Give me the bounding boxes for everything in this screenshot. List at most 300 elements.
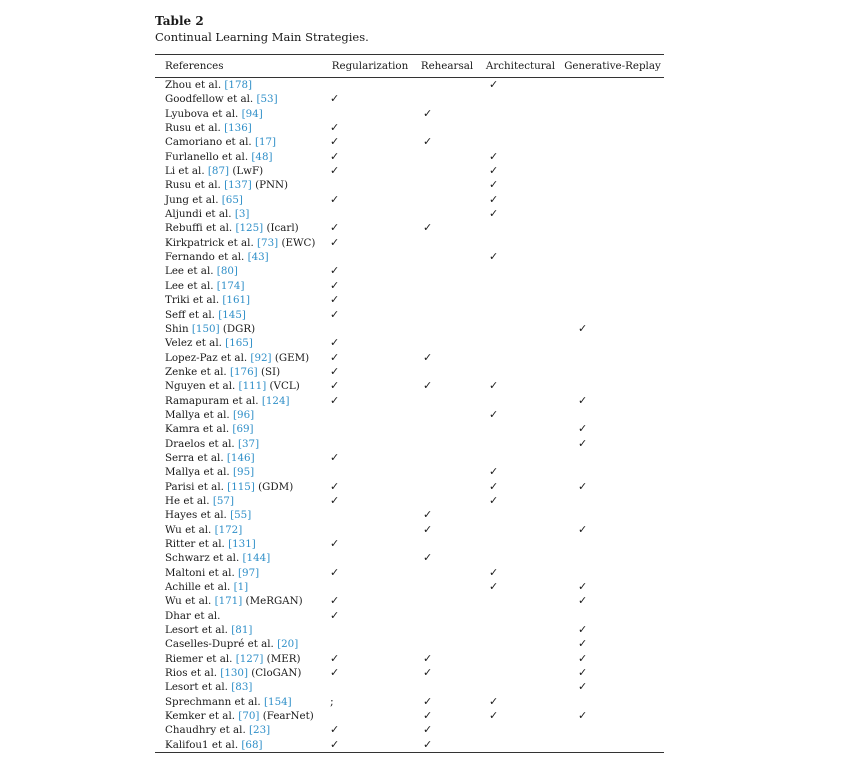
table-row <box>155 422 664 436</box>
cell-generative-replay <box>561 394 664 408</box>
cell-generative-replay <box>561 666 664 680</box>
table-caption: Continual Learning Main Strategies. <box>155 30 369 44</box>
cell-regularization <box>326 207 414 221</box>
checkmark-icon: ✓ <box>330 278 340 292</box>
citation-link[interactable]: [92] <box>250 351 272 364</box>
cell-regularization <box>326 164 414 178</box>
citation-link[interactable]: [150] <box>191 322 220 335</box>
citation-link[interactable]: [80] <box>216 265 238 278</box>
reference-author: Nguyen et al. <box>165 380 236 393</box>
cell-architectural <box>480 580 561 594</box>
citation-link[interactable]: [3] <box>234 208 250 221</box>
table-row <box>155 609 664 623</box>
citation-link[interactable]: [73] <box>257 236 279 249</box>
cell-reference <box>155 279 326 293</box>
cell-generative-replay <box>561 680 664 694</box>
cell-reference <box>155 652 326 666</box>
checkmark-icon: ✓ <box>578 594 588 608</box>
cell-architectural <box>480 308 561 322</box>
checkmark-icon: ✓ <box>330 149 340 163</box>
cell-reference <box>155 723 326 737</box>
cell-rehearsal <box>414 236 480 250</box>
cell-architectural <box>480 537 561 551</box>
table-row <box>155 164 664 178</box>
cell-architectural <box>480 336 561 350</box>
reference-author: Wu et al. <box>165 523 212 536</box>
citation-link[interactable]: [96] <box>233 408 255 421</box>
table-row <box>155 551 664 565</box>
cell-reference <box>155 236 326 250</box>
cell-rehearsal <box>414 623 480 637</box>
reference-author: Dhar et al. <box>165 609 221 622</box>
cell-regularization <box>326 594 414 608</box>
cell-generative-replay <box>561 336 664 350</box>
cell-rehearsal <box>414 394 480 408</box>
checkmark-icon: ✓ <box>423 737 433 751</box>
cell-generative-replay <box>561 594 664 608</box>
cell-regularization <box>326 78 414 93</box>
table-row <box>155 680 664 694</box>
cell-architectural <box>480 193 561 207</box>
checkmark-icon: ✓ <box>578 393 588 407</box>
cell-rehearsal <box>414 336 480 350</box>
cell-generative-replay <box>561 537 664 551</box>
checkmark-icon: ; <box>330 694 334 708</box>
reference-author: Wu et al. <box>165 595 212 608</box>
checkmark-icon: ✓ <box>489 164 499 178</box>
cell-regularization <box>326 422 414 436</box>
cell-rehearsal <box>414 523 480 537</box>
cell-generative-replay <box>561 437 664 451</box>
cell-regularization <box>326 236 414 250</box>
cell-generative-replay <box>561 264 664 278</box>
reference-author: Jung et al. <box>165 193 219 206</box>
citation-link[interactable]: [131] <box>228 538 256 550</box>
citation-link[interactable]: [55] <box>230 509 252 522</box>
cell-regularization <box>326 150 414 164</box>
cell-rehearsal <box>414 437 480 451</box>
cell-rehearsal <box>414 365 480 379</box>
cell-rehearsal <box>414 709 480 723</box>
cell-reference <box>155 221 326 235</box>
checkmark-icon: ✓ <box>330 651 340 665</box>
citation-link[interactable]: [124] <box>261 394 290 407</box>
cell-generative-replay <box>561 365 664 379</box>
cell-architectural <box>480 566 561 580</box>
citation-link[interactable]: [174] <box>216 279 245 292</box>
cell-generative-replay <box>561 178 664 192</box>
checkmark-icon: ✓ <box>489 694 499 708</box>
cell-rehearsal <box>414 580 480 594</box>
checkmark-icon: ✓ <box>578 666 588 680</box>
cell-reference <box>155 508 326 522</box>
cell-generative-replay <box>561 508 664 522</box>
checkmark-icon: ✓ <box>330 723 340 737</box>
citation-link[interactable]: [69] <box>232 423 254 436</box>
checkmark-icon: ✓ <box>330 450 340 464</box>
citation-link[interactable]: [154] <box>264 695 292 708</box>
checkmark-icon: ✓ <box>489 565 499 579</box>
citation-link[interactable]: [95] <box>233 466 255 479</box>
citation-link[interactable]: [87] <box>207 165 230 178</box>
reference-author: Zenke et al. <box>165 365 227 378</box>
method-abbreviation: (FearNet) <box>262 710 314 723</box>
cell-architectural <box>480 92 561 106</box>
checkmark-icon: ✓ <box>330 479 340 493</box>
cell-architectural <box>480 250 561 264</box>
citation-link[interactable]: [70] <box>238 710 260 723</box>
cell-regularization <box>326 107 414 121</box>
checkmark-icon: ✓ <box>330 666 340 680</box>
cell-generative-replay <box>561 207 664 221</box>
cell-rehearsal <box>414 279 480 293</box>
citation-link[interactable]: [81] <box>231 624 253 637</box>
table-row <box>155 437 664 451</box>
cell-architectural <box>480 637 561 651</box>
checkmark-icon: ✓ <box>330 92 340 106</box>
cell-generative-replay <box>561 738 664 753</box>
citation-link[interactable]: [161] <box>222 294 251 307</box>
cell-architectural <box>480 652 561 666</box>
cell-regularization <box>326 351 414 365</box>
cell-rehearsal <box>414 551 480 565</box>
cell-regularization <box>326 135 414 149</box>
cell-rehearsal <box>414 494 480 508</box>
reference-author: Goodfellow et al. <box>165 93 254 106</box>
citation-link[interactable]: [144] <box>242 552 271 565</box>
cell-reference <box>155 107 326 121</box>
citation-link[interactable]: [68] <box>241 738 263 751</box>
cell-generative-replay <box>561 494 664 508</box>
cell-rehearsal <box>414 135 480 149</box>
cell-reference <box>155 594 326 608</box>
checkmark-icon: ✓ <box>578 580 588 594</box>
checkmark-icon: ✓ <box>578 422 588 436</box>
cell-generative-replay <box>561 293 664 307</box>
cell-reference <box>155 738 326 753</box>
cell-rehearsal <box>414 652 480 666</box>
reference-author: Chaudhry et al. <box>165 724 246 737</box>
table-container <box>155 14 665 753</box>
cell-rehearsal <box>414 351 480 365</box>
checkmark-icon: ✓ <box>330 264 340 278</box>
cell-reference <box>155 523 326 537</box>
checkmark-icon: ✓ <box>423 350 433 364</box>
cell-reference <box>155 709 326 723</box>
checkmark-icon: ✓ <box>489 192 499 206</box>
checkmark-icon: ✓ <box>489 465 499 479</box>
citation-link[interactable]: [17] <box>254 136 277 149</box>
cell-regularization <box>326 666 414 680</box>
col-header-regularization: Regularization <box>331 60 409 72</box>
cell-rehearsal <box>414 451 480 465</box>
cell-reference <box>155 322 326 336</box>
table-row <box>155 264 664 278</box>
cell-generative-replay <box>561 121 664 135</box>
cell-architectural <box>480 207 561 221</box>
method-abbreviation: (DGR) <box>222 322 256 335</box>
table-row <box>155 207 664 221</box>
checkmark-icon: ✓ <box>423 723 433 737</box>
reference-author: Kalifou1 et al. <box>165 738 239 751</box>
table-row <box>155 135 664 149</box>
citation-link[interactable]: [172] <box>214 523 243 536</box>
cell-regularization <box>326 336 414 350</box>
checkmark-icon: ✓ <box>578 623 588 637</box>
cell-generative-replay <box>561 279 664 293</box>
cell-architectural <box>480 666 561 680</box>
checkmark-icon: ✓ <box>330 293 340 307</box>
citation-link[interactable]: [165] <box>225 337 253 350</box>
cell-regularization <box>326 609 414 623</box>
cell-reference <box>155 451 326 465</box>
reference-author: Sprechmann et al. <box>165 695 261 708</box>
checkmark-icon: ✓ <box>489 149 499 163</box>
table-row <box>155 695 664 709</box>
reference-author: Lee et al. <box>165 265 214 278</box>
cell-regularization <box>326 551 414 565</box>
table-row <box>155 594 664 608</box>
cell-rehearsal <box>414 508 480 522</box>
citation-link[interactable]: [111] <box>238 380 267 393</box>
table-row <box>155 322 664 336</box>
cell-reference <box>155 394 326 408</box>
table-row <box>155 336 664 350</box>
checkmark-icon: ✓ <box>423 694 433 708</box>
cell-rehearsal <box>414 680 480 694</box>
cell-regularization <box>326 322 414 336</box>
cell-regularization <box>326 738 414 753</box>
cell-architectural <box>480 221 561 235</box>
citation-link[interactable]: [20] <box>277 638 299 651</box>
reference-author: Camoriano et al. <box>165 136 252 149</box>
cell-regularization <box>326 92 414 106</box>
citation-link[interactable]: [178] <box>224 79 253 91</box>
cell-rehearsal <box>414 322 480 336</box>
citation-link[interactable]: [127] <box>235 652 264 665</box>
checkmark-icon: ✓ <box>330 192 340 206</box>
citation-link[interactable]: [1] <box>233 581 249 594</box>
citation-link[interactable]: [43] <box>247 251 269 264</box>
cell-regularization <box>326 465 414 479</box>
cell-architectural <box>480 164 561 178</box>
checkmark-icon: ✓ <box>330 350 340 364</box>
cell-reference <box>155 637 326 651</box>
citation-link[interactable]: [146] <box>226 451 255 464</box>
table-row <box>155 537 664 551</box>
citation-link[interactable]: [37] <box>237 437 260 450</box>
cell-regularization <box>326 652 414 666</box>
cell-architectural <box>480 351 561 365</box>
cell-generative-replay <box>561 465 664 479</box>
cell-generative-replay <box>561 652 664 666</box>
cell-rehearsal <box>414 207 480 221</box>
citation-link[interactable]: [94] <box>241 107 263 120</box>
table-row <box>155 178 664 192</box>
method-abbreviation: (CloGAN) <box>251 667 302 680</box>
cell-reference <box>155 336 326 350</box>
method-abbreviation: (LwF) <box>232 165 264 178</box>
reference-author: Kamra et al. <box>165 423 230 436</box>
cell-regularization <box>326 437 414 451</box>
cell-architectural <box>480 408 561 422</box>
cell-generative-replay <box>561 695 664 709</box>
cell-generative-replay <box>561 236 664 250</box>
checkmark-icon: ✓ <box>423 522 433 536</box>
cell-generative-replay <box>561 580 664 594</box>
method-abbreviation: (SI) <box>260 365 281 378</box>
citation-link[interactable]: [115] <box>227 480 255 493</box>
cell-regularization <box>326 451 414 465</box>
reference-author: Lesort et al. <box>165 624 228 637</box>
cell-regularization <box>326 723 414 737</box>
cell-rehearsal <box>414 150 480 164</box>
cell-architectural <box>480 695 561 709</box>
checkmark-icon: ✓ <box>330 608 340 622</box>
cell-generative-replay <box>561 78 664 93</box>
cell-reference <box>155 365 326 379</box>
cell-generative-replay <box>561 609 664 623</box>
citation-link[interactable]: [65] <box>221 193 243 206</box>
cell-generative-replay <box>561 322 664 336</box>
cell-rehearsal <box>414 566 480 580</box>
checkmark-icon: ✓ <box>330 364 340 378</box>
citation-link[interactable]: [130] <box>220 667 248 680</box>
reference-author: Li et al. <box>165 165 205 178</box>
cell-architectural <box>480 609 561 623</box>
cell-reference <box>155 207 326 221</box>
cell-generative-replay <box>561 451 664 465</box>
table-row <box>155 637 664 651</box>
reference-author: Riemer et al. <box>165 652 233 665</box>
checkmark-icon: ✓ <box>578 680 588 694</box>
citation-link[interactable]: [23] <box>249 724 271 737</box>
checkmark-icon: ✓ <box>578 637 588 651</box>
cell-generative-replay <box>561 623 664 637</box>
method-abbreviation: (GEM) <box>274 351 310 364</box>
citation-link[interactable]: [53] <box>256 93 278 106</box>
table-row <box>155 566 664 580</box>
citation-link[interactable]: [136] <box>224 122 252 135</box>
reference-author: Furlanello et al. <box>165 150 249 163</box>
citation-link[interactable]: [137] <box>224 179 252 192</box>
table-body <box>155 78 664 753</box>
cell-reference <box>155 437 326 451</box>
reference-author: Kemker et al. <box>165 710 236 723</box>
cell-generative-replay <box>561 480 664 494</box>
checkmark-icon: ✓ <box>489 580 499 594</box>
cell-architectural <box>480 723 561 737</box>
cell-architectural <box>480 178 561 192</box>
cell-generative-replay <box>561 566 664 580</box>
citation-link[interactable]: [83] <box>231 681 253 694</box>
cell-architectural <box>480 236 561 250</box>
checkmark-icon: ✓ <box>423 221 433 235</box>
cell-generative-replay <box>561 422 664 436</box>
cell-reference <box>155 422 326 436</box>
cell-architectural <box>480 121 561 135</box>
reference-author: Caselles-Dupré et al. <box>165 638 274 651</box>
table-row <box>155 308 664 322</box>
table-row <box>155 351 664 365</box>
method-abbreviation: (MER) <box>266 652 301 665</box>
checkmark-icon: ✓ <box>330 235 340 249</box>
cell-regularization <box>326 695 414 709</box>
reference-author: Maltoni et al. <box>165 566 235 579</box>
citation-link[interactable]: [97] <box>238 566 260 579</box>
table-row <box>155 394 664 408</box>
checkmark-icon: ✓ <box>423 379 433 393</box>
checkmark-icon: ✓ <box>489 78 499 91</box>
reference-author: Hayes et al. <box>165 509 227 522</box>
table-row <box>155 580 664 594</box>
cell-regularization <box>326 365 414 379</box>
cell-architectural <box>480 508 561 522</box>
reference-author: Ritter et al. <box>165 538 225 550</box>
checkmark-icon: ✓ <box>489 493 499 507</box>
cell-generative-replay <box>561 308 664 322</box>
method-abbreviation: (MeRGAN) <box>245 595 303 608</box>
cell-reference <box>155 580 326 594</box>
reference-author: Aljundi et al. <box>165 208 232 221</box>
cell-reference <box>155 164 326 178</box>
cell-generative-replay <box>561 107 664 121</box>
cell-regularization <box>326 623 414 637</box>
citation-link[interactable]: [125] <box>235 222 264 235</box>
checkmark-icon: ✓ <box>330 537 340 550</box>
cell-regularization <box>326 680 414 694</box>
citation-link[interactable]: [48] <box>251 150 273 163</box>
cell-rehearsal <box>414 92 480 106</box>
reference-author: Triki et al. <box>165 294 220 307</box>
checkmark-icon: ✓ <box>578 522 588 536</box>
table-row <box>155 723 664 737</box>
cell-generative-replay <box>561 709 664 723</box>
reference-author: Serra et al. <box>165 451 224 464</box>
cell-rehearsal <box>414 594 480 608</box>
citation-link[interactable]: [145] <box>218 308 246 321</box>
table-row <box>155 480 664 494</box>
reference-author: Rusu et al. <box>165 122 221 135</box>
cell-reference <box>155 92 326 106</box>
cell-rehearsal <box>414 193 480 207</box>
citation-link[interactable]: [57] <box>212 494 234 507</box>
cell-reference <box>155 193 326 207</box>
col-header-generative-replay: Generative-Replay <box>564 60 661 72</box>
checkmark-icon: ✓ <box>423 135 433 149</box>
table-row <box>155 623 664 637</box>
checkmark-icon: ✓ <box>489 709 499 723</box>
cell-rehearsal <box>414 293 480 307</box>
cell-generative-replay <box>561 250 664 264</box>
checkmark-icon: ✓ <box>330 565 340 579</box>
method-abbreviation: (VCL) <box>269 380 300 393</box>
citation-link[interactable]: [176] <box>229 365 258 378</box>
cell-reference <box>155 293 326 307</box>
citation-link[interactable]: [171] <box>214 595 243 608</box>
header-row <box>155 55 664 78</box>
cell-architectural <box>480 551 561 565</box>
checkmark-icon: ✓ <box>330 221 340 235</box>
method-abbreviation: (Icarl) <box>266 222 299 235</box>
checkmark-icon: ✓ <box>578 436 588 450</box>
cell-rehearsal <box>414 465 480 479</box>
reference-author: Seff et al. <box>165 308 215 321</box>
checkmark-icon: ✓ <box>578 651 588 665</box>
cell-regularization <box>326 293 414 307</box>
cell-architectural <box>480 150 561 164</box>
cell-regularization <box>326 709 414 723</box>
